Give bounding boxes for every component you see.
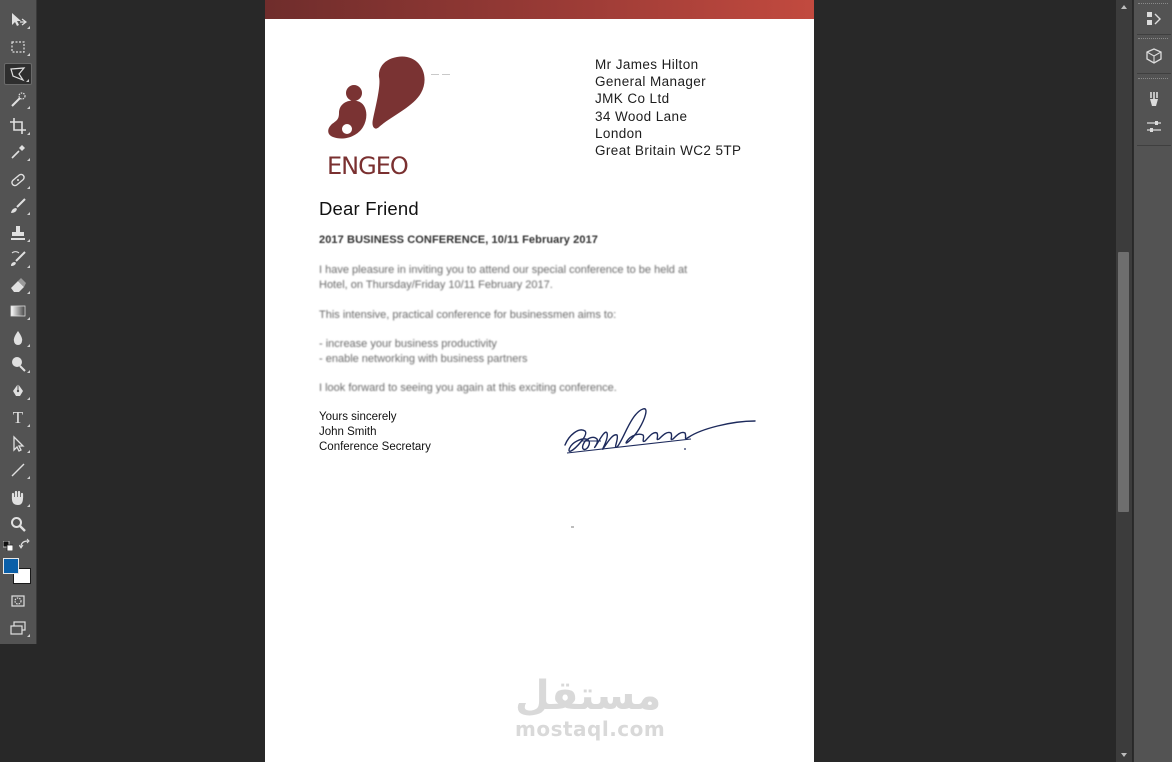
blur-tool[interactable]: [4, 327, 32, 349]
scroll-thumb[interactable]: [1118, 252, 1129, 512]
pen-tool[interactable]: [4, 380, 32, 402]
polygonal-lasso-icon: [9, 65, 27, 83]
healing-brush-tool[interactable]: [4, 169, 32, 191]
address-line: General Manager: [595, 74, 707, 90]
letter-paragraph: This intensive, practical conference for businessmen aims to:: [319, 309, 617, 321]
arrow-down-icon: [1121, 753, 1127, 757]
history-brush-icon: [9, 250, 27, 268]
quick-selection-tool[interactable]: [4, 89, 32, 111]
sliders-icon: [1145, 118, 1163, 136]
brush-presets-icon: [1145, 90, 1163, 108]
hand-tool[interactable]: [4, 487, 32, 509]
letter-paragraph: I look forward to seeing you again at this exciting conference.: [319, 382, 617, 394]
paragraph-line: I have pleasure in inviting you to attend our special conference to be held at: [319, 264, 688, 276]
vertical-scrollbar[interactable]: [1116, 0, 1132, 762]
closing-phrase: Yours sincerely: [319, 411, 397, 423]
signer-name: John Smith: [319, 426, 377, 438]
canvas-speck: [571, 526, 574, 528]
handwritten-signature: [561, 405, 757, 465]
marquee-tool[interactable]: [4, 36, 32, 58]
path-selection-tool[interactable]: [4, 433, 32, 455]
zoom-tool[interactable]: [4, 513, 32, 535]
path-selection-icon: [9, 435, 27, 453]
gradient-icon: [9, 302, 27, 320]
scroll-down-button[interactable]: [1116, 748, 1132, 762]
crop-tool[interactable]: [4, 115, 32, 137]
address-line: Mr James Hilton: [595, 57, 699, 72]
screen-mode-icon: [9, 619, 27, 637]
collapsed-panels-dock: [1133, 0, 1172, 762]
type-icon: T: [12, 408, 24, 427]
crop-icon: [9, 117, 27, 135]
bullet-item: - enable networking with business partners: [319, 353, 528, 365]
quick-mask-button[interactable]: [4, 590, 32, 612]
brush-presets-panel-button[interactable]: [1143, 88, 1165, 110]
header-accent-band: [265, 0, 814, 19]
address-line: Great Britain WC2 5TP: [595, 143, 742, 159]
address-line: 34 Wood Lane: [595, 108, 688, 124]
dodge-icon: [9, 355, 27, 373]
letter-bullet-list: [319, 337, 759, 367]
document-canvas[interactable]: [265, 0, 814, 762]
pen-icon: [9, 382, 27, 400]
panel-grip[interactable]: [1138, 3, 1168, 6]
letter-closing: [319, 410, 431, 455]
stamp-icon: [9, 224, 27, 242]
brush-icon: [9, 197, 27, 215]
tools-panel: [0, 0, 37, 644]
eyedropper-icon: [9, 143, 27, 161]
panel-separator: [1137, 73, 1171, 74]
adjustments-panel-button[interactable]: [1143, 116, 1165, 138]
bullet-item: - increase your business productivity: [319, 338, 497, 350]
screen-mode-button[interactable]: [4, 617, 32, 639]
engeo-logo-icon: [323, 55, 453, 150]
quick-mask-icon: [9, 592, 27, 610]
logo-text: ENGEO: [327, 152, 408, 180]
move-icon: [9, 11, 27, 29]
watermark-latin: mostaql.com: [515, 717, 666, 741]
zoom-icon: [9, 515, 27, 533]
type-tool[interactable]: [4, 407, 32, 429]
history-brush-tool[interactable]: [4, 248, 32, 270]
signer-title: Conference Secretary: [319, 441, 431, 453]
gradient-tool[interactable]: [4, 300, 32, 322]
bandage-icon: [9, 171, 27, 189]
panel-grip[interactable]: [1138, 78, 1168, 81]
foreground-color-swatch[interactable]: [3, 558, 19, 574]
default-colors-icon[interactable]: [3, 541, 13, 551]
letter-paragraph: [319, 263, 759, 293]
letter-subject: 2017 BUSINESS CONFERENCE, 10/11 February 2017: [319, 234, 599, 246]
rect-marquee-icon: [9, 38, 27, 56]
history-icon: [1145, 10, 1163, 28]
arrow-up-icon: [1121, 5, 1127, 9]
brush-tool[interactable]: [4, 195, 32, 217]
panel-separator: [1137, 34, 1171, 35]
move-tool[interactable]: [4, 9, 32, 31]
hand-icon: [9, 489, 27, 507]
clone-stamp-tool[interactable]: [4, 222, 32, 244]
history-panel-button[interactable]: [1143, 8, 1165, 30]
dodge-tool[interactable]: [4, 353, 32, 375]
drop-icon: [9, 329, 27, 347]
eraser-icon: [9, 276, 27, 294]
quick-selection-icon: [9, 91, 27, 109]
letter-greeting: Dear Friend: [319, 198, 419, 219]
address-line: London: [595, 125, 643, 141]
cube-icon: [1145, 47, 1163, 65]
3d-panel-button[interactable]: [1143, 45, 1165, 67]
lasso-tool[interactable]: [4, 63, 32, 85]
line-tool[interactable]: [4, 459, 32, 481]
watermark-arabic: مستقل: [515, 673, 662, 719]
mostaql-watermark: [515, 673, 666, 754]
scroll-up-button[interactable]: [1116, 0, 1132, 14]
eyedropper-tool[interactable]: [4, 141, 32, 163]
swap-colors-icon[interactable]: [19, 538, 31, 550]
recipient-address: [595, 56, 741, 159]
paragraph-line: Hotel, on Thursday/Friday 10/11 February 2017.: [319, 279, 553, 291]
address-line: JMK Co Ltd: [595, 91, 670, 107]
line-icon: [9, 461, 27, 479]
panel-separator: [1137, 145, 1171, 146]
eraser-tool[interactable]: [4, 274, 32, 296]
panel-grip[interactable]: [1138, 38, 1168, 41]
logo-decoration: [431, 74, 453, 76]
